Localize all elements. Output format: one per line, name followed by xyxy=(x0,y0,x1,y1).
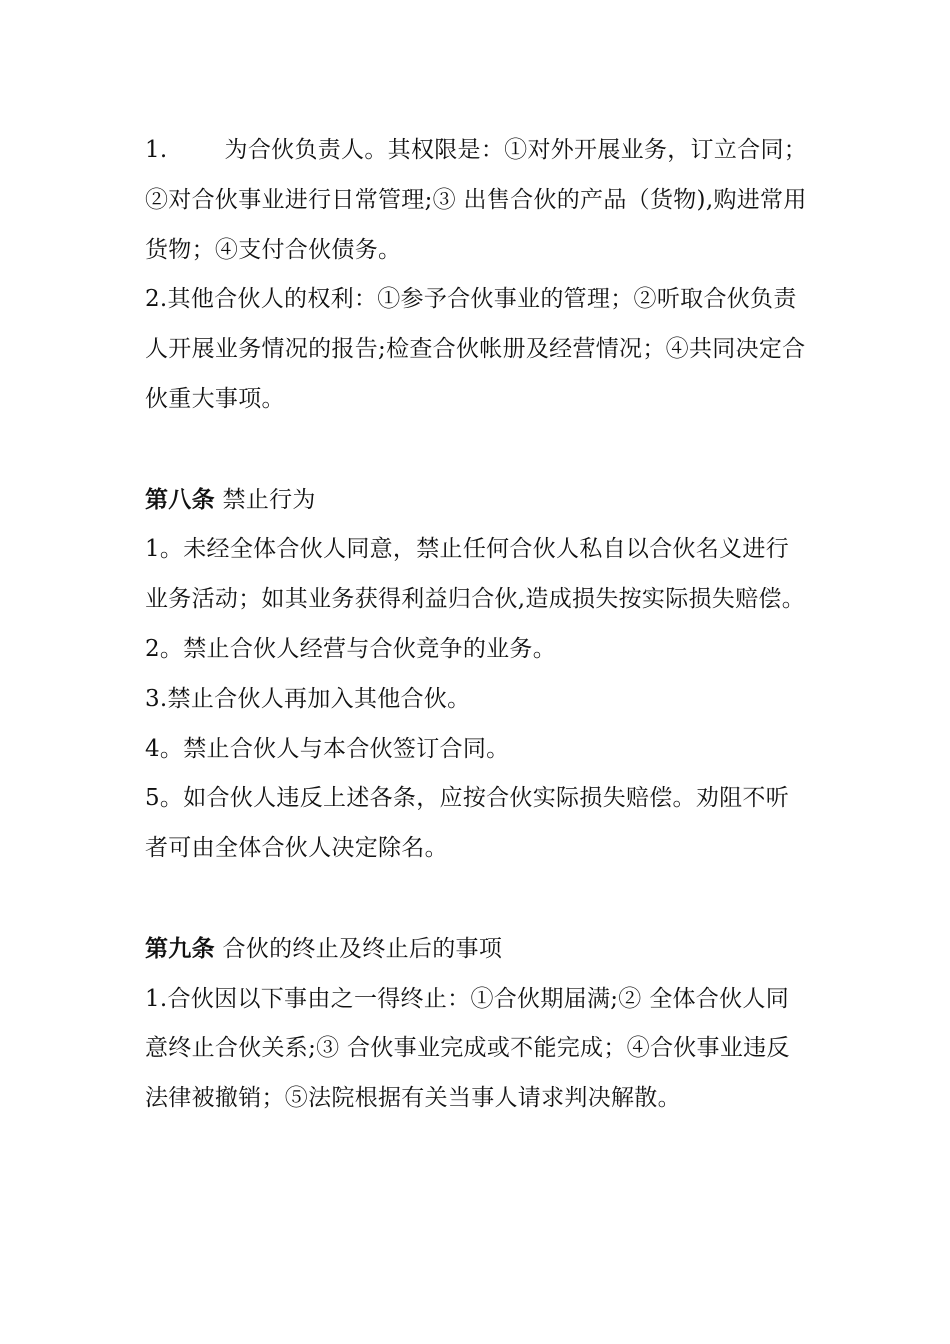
section7-item1 xyxy=(145,126,810,275)
section8-item2: 2。禁止合伙人经营与合伙竞争的业务。 xyxy=(145,635,557,662)
section9-heading xyxy=(145,924,810,975)
article-label: 第九条 xyxy=(145,934,215,962)
article-label: 第八条 xyxy=(145,485,215,513)
section8-item4: 4。禁止合伙人与本合伙签订合同。 xyxy=(145,735,510,762)
section8-heading xyxy=(145,475,810,526)
item-number: 1. xyxy=(145,137,168,163)
document-page xyxy=(145,126,810,1124)
article-title: 禁止行为 xyxy=(214,486,316,513)
blank-line xyxy=(145,874,810,924)
blank-line xyxy=(145,425,810,475)
article-title: 合伙的终止及终止后的事项 xyxy=(214,935,503,962)
item-text: 为合伙负责人。其权限是：①对外开展业务，订立合同；②对合伙事业进行日常管理;③ 出售合伙的产品（货物),购进常用货物；④支付合伙债务。 xyxy=(145,137,808,263)
section8-item5: 5。如合伙人违反上述各条，应按合伙实际损失赔偿。劝阻不听者可由全体合伙人决定除名。 xyxy=(145,785,790,862)
section9-item1: 1.合伙因以下事由之一得终止：①合伙期届满;② 全体合伙人同意终止合伙关系;③ 合伙事业完成或不能完成；④合伙事业违反法律被撤销；⑤法院根据有关当事人请求判决解散。 xyxy=(145,985,790,1112)
section7-item2: 2.其他合伙人的权利：①参予合伙事业的管理；②听取合伙负责人开展业务情况的报告;检查合伙帐册及经营情况；④共同决定合伙重大事项。 xyxy=(145,286,806,412)
section8-item3: 3.禁止合伙人再加入其他合伙。 xyxy=(145,685,471,712)
section8-item1: 1。未经全体合伙人同意，禁止任何合伙人私自以合伙名义进行业务活动；如其业务获得利益归合伙,造成损失按实际损失赔偿。 xyxy=(145,536,806,613)
